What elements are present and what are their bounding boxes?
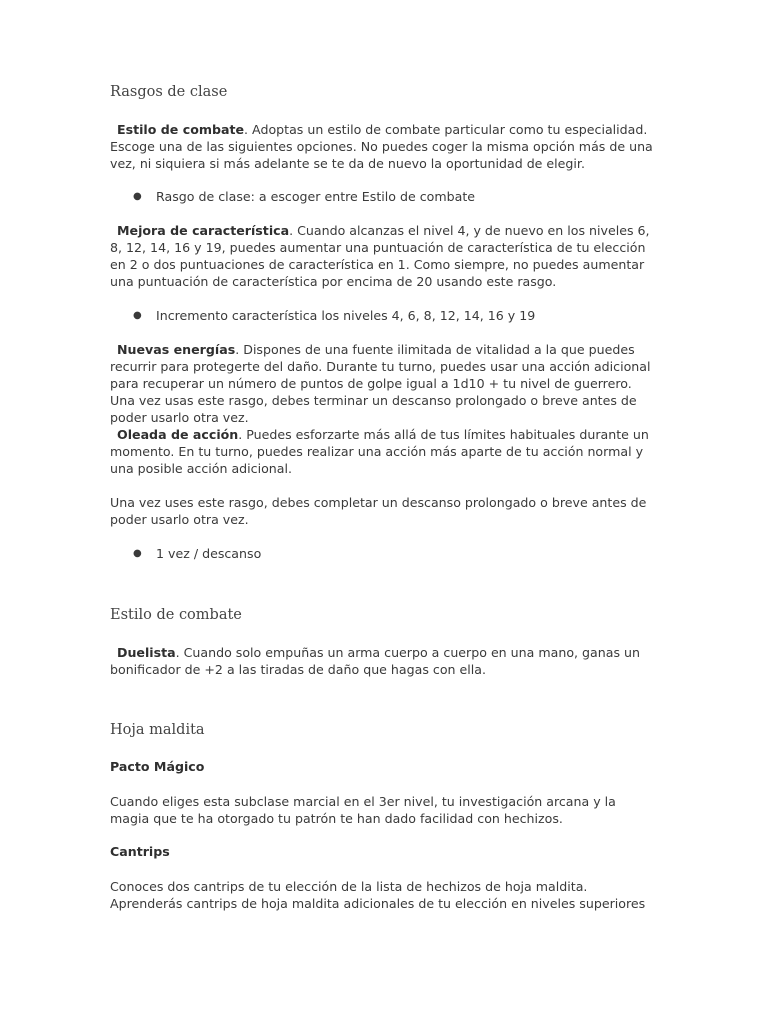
paragraph-estilo-de-combate xyxy=(110,121,658,172)
bullet-icon: ● xyxy=(133,548,142,559)
list-item-text: Incremento característica los niveles 4, 6, 8, 12, 14, 16 y 19 xyxy=(156,308,536,323)
bullet-icon: ● xyxy=(133,310,142,321)
heading-hoja-maldita: Hoja maldita xyxy=(110,722,205,738)
text-oleada-de-accion: . Puedes esforzarte más allá de tus límites habituales durante un momento. En tu turno, puedes realizar una acción más aparte de tu acción normal y una posible acción adicional. xyxy=(110,427,649,476)
paragraph-oleada-de-accion xyxy=(110,426,658,477)
paragraph-duelista xyxy=(110,644,658,678)
term-mejora-de-caracteristica: Mejora de característica xyxy=(117,223,290,238)
list-item-text: Rasgo de clase: a escoger entre Estilo de combate xyxy=(156,189,476,204)
term-oleada-de-accion: Oleada de acción xyxy=(117,427,239,442)
paragraph-cantrips: Conoces dos cantrips de tu elección de la lista de hechizos de hoja maldita. Aprenderás cantrips de hoja maldita adicionales de tu elección en niveles superiores xyxy=(110,879,646,911)
paragraph-nuevas-energias xyxy=(110,341,658,426)
term-duelista: Duelista xyxy=(117,645,176,660)
text-mejora-de-caracteristica: . Cuando alcanzas el nivel 4, y de nuevo en los niveles 6, 8, 12, 14, 16 y 19, puedes aumentar una puntuación de característica de tu elección en 2 o dos puntuaciones de característica en 1. Como siempre, no puedes aumentar una puntuación de característica por encima de 20 usando este rasgo. xyxy=(110,223,650,289)
heading-estilo-de-combate: Estilo de combate xyxy=(110,607,242,623)
heading-rasgos-de-clase: Rasgos de clase xyxy=(110,84,228,100)
paragraph-mejora-de-caracteristica xyxy=(110,222,658,290)
subheading-pacto-magico: Pacto Mágico xyxy=(110,759,205,774)
text-estilo-de-combate: . Adoptas un estilo de combate particular como tu especialidad. Escoge una de las siguientes opciones. No puedes coger la misma opción más de una vez, ni siquiera si más adelante se te da de nuevo la oportunidad de elegir. xyxy=(110,122,653,171)
text-nuevas-energias: . Dispones de una fuente ilimitada de vitalidad a la que puedes recurrir para protegerte del daño. Durante tu turno, puedes usar una acción adicional para recuperar un número de puntos de golpe igual a 1d10 + tu nivel de guerrero. Una vez usas este rasgo, debes terminar un descanso prolongado o breve antes de poder usarlo otra vez. xyxy=(110,342,651,425)
term-estilo-de-combate: Estilo de combate xyxy=(117,122,245,137)
subheading-cantrips: Cantrips xyxy=(110,844,170,859)
paragraph-pacto-magico: Cuando eliges esta subclase marcial en el 3er nivel, tu investigación arcana y la magia que te ha otorgado tu patrón te han dado facilidad con hechizos. xyxy=(110,794,616,826)
term-nuevas-energias: Nuevas energías xyxy=(117,342,236,357)
text-duelista: . Cuando solo empuñas un arma cuerpo a cuerpo en una mano, ganas un bonificador de +2 a las tiradas de daño que hagas con ella. xyxy=(110,645,640,677)
list-item-text: 1 vez / descanso xyxy=(156,546,262,561)
paragraph-oleada-note: Una vez uses este rasgo, debes completar un descanso prolongado o breve antes de poder usarlo otra vez. xyxy=(110,495,647,527)
bullet-icon: ● xyxy=(133,191,142,202)
